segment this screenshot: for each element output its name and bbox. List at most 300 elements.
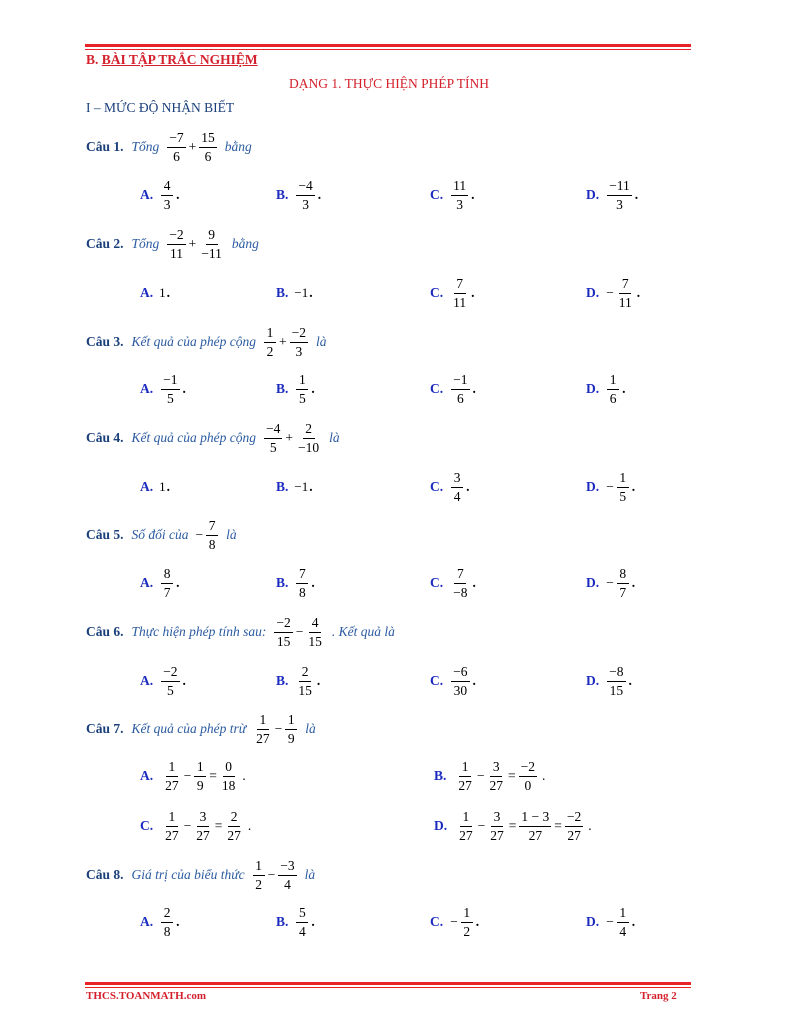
question-text: Giá trị của biểu thức xyxy=(131,867,245,882)
math-operator: − xyxy=(477,818,486,833)
fraction xyxy=(285,713,297,745)
fraction-numerator: −7 xyxy=(167,131,185,148)
fraction-denominator: 4 xyxy=(284,876,291,892)
option-value: −1 xyxy=(294,285,309,300)
fraction-denominator: 4 xyxy=(453,488,461,504)
answer-option-a[interactable] xyxy=(140,661,186,701)
question-label: Câu 5. xyxy=(86,527,124,542)
option-label: B. xyxy=(276,575,289,590)
answer-option-c[interactable] xyxy=(430,467,470,507)
answer-option-b[interactable] xyxy=(276,563,315,603)
option-period: . xyxy=(631,575,636,590)
question-expression xyxy=(195,519,221,551)
answer-option-c[interactable] xyxy=(430,273,475,313)
fraction xyxy=(220,760,238,792)
answer-option-b[interactable] xyxy=(434,756,545,796)
fraction-denominator: 11 xyxy=(169,245,183,261)
fraction-numerator: 8 xyxy=(617,567,629,584)
option-period: . xyxy=(471,285,475,300)
answer-option-c[interactable] xyxy=(430,902,479,942)
fraction-numerator: 1 xyxy=(459,760,471,777)
option-fraction xyxy=(607,179,632,211)
answer-option-d[interactable] xyxy=(586,902,635,942)
fraction-numerator: −6 xyxy=(451,665,469,682)
option-fraction xyxy=(296,373,308,405)
option-label: A. xyxy=(140,575,154,590)
option-label: D. xyxy=(586,575,600,590)
fraction-numerator: −2 xyxy=(519,760,537,777)
answer-option-c[interactable] xyxy=(430,563,476,603)
answer-option-c[interactable] xyxy=(430,661,476,701)
answer-option-d[interactable] xyxy=(586,175,638,215)
footer-rule-thick xyxy=(85,982,691,985)
fraction-denominator: 3 xyxy=(456,196,463,212)
option-value: −1 xyxy=(294,479,309,494)
option-fraction xyxy=(296,906,308,938)
fraction-denominator: 4 xyxy=(619,923,627,939)
header-rule-thin xyxy=(85,49,691,50)
option-fraction xyxy=(451,373,469,405)
fraction-numerator: −1 xyxy=(451,373,469,390)
question-text-end: . Kết quả là xyxy=(331,624,395,639)
fraction-denominator: 3 xyxy=(163,196,171,212)
answer-option-a[interactable] xyxy=(140,467,170,507)
option-label: D. xyxy=(434,818,448,833)
answer-option-c[interactable] xyxy=(140,806,251,846)
option-period: . xyxy=(466,479,470,494)
option-period: . xyxy=(311,381,315,396)
answer-option-b[interactable] xyxy=(276,369,315,409)
option-period: . xyxy=(176,914,180,929)
fraction-numerator: 2 xyxy=(161,906,173,923)
fraction-denominator: 6 xyxy=(609,390,617,406)
header-rule-thick xyxy=(85,44,691,47)
answer-option-a[interactable] xyxy=(140,273,170,313)
fraction-numerator: 1 xyxy=(194,760,206,777)
fraction-numerator: 15 xyxy=(199,131,217,148)
fraction xyxy=(199,228,224,260)
answer-option-d[interactable] xyxy=(586,661,632,701)
fraction-numerator: 1 xyxy=(253,859,265,876)
option-label: B. xyxy=(276,914,289,929)
question-4 xyxy=(86,418,340,458)
fraction-denominator: 3 xyxy=(302,196,309,212)
question-text: Kết quả của phép trừ xyxy=(131,721,247,736)
question-text-end: bằng xyxy=(231,236,259,251)
option-fraction xyxy=(451,665,469,697)
option-period: . xyxy=(247,818,252,833)
fraction-numerator: −2 xyxy=(565,810,583,827)
option-label: B. xyxy=(276,479,289,494)
fraction-denominator: 27 xyxy=(489,777,504,793)
option-period: . xyxy=(317,187,322,202)
fraction-denominator: 2 xyxy=(255,876,262,892)
fraction xyxy=(264,422,282,454)
math-operator: − xyxy=(183,768,192,783)
answer-option-b[interactable] xyxy=(276,661,320,701)
footer-page-number: Trang 2 xyxy=(640,990,677,1002)
fraction-numerator: 1 xyxy=(617,471,629,488)
answer-option-a[interactable] xyxy=(140,756,246,796)
math-operator: + xyxy=(188,139,197,154)
question-expression xyxy=(165,131,219,163)
fraction-denominator: 8 xyxy=(163,923,171,939)
question-label: Câu 6. xyxy=(86,624,124,639)
fraction-numerator: 1 xyxy=(166,810,178,827)
option-label: D. xyxy=(586,479,600,494)
fraction xyxy=(254,713,272,745)
fraction-numerator: 5 xyxy=(296,906,308,923)
question-3 xyxy=(86,322,327,362)
fraction xyxy=(519,760,537,792)
option-period: . xyxy=(316,673,321,688)
fraction-numerator: 1 xyxy=(617,906,629,923)
option-label: A. xyxy=(140,768,154,783)
question-6 xyxy=(86,612,395,652)
option-label: A. xyxy=(140,187,154,202)
math-operator: = xyxy=(508,768,516,783)
option-period: . xyxy=(311,575,315,590)
math-operator: − xyxy=(267,867,276,882)
question-text-end: là xyxy=(316,334,327,349)
question-text: Kết quả của phép cộng xyxy=(131,430,256,445)
option-fraction xyxy=(617,471,629,503)
fraction-denominator: 8 xyxy=(208,536,216,552)
fraction-denominator: 27 xyxy=(567,827,581,843)
fraction-numerator: 1 xyxy=(264,326,276,343)
question-expression xyxy=(262,422,323,454)
fraction-numerator: 0 xyxy=(223,760,235,777)
fraction xyxy=(565,810,583,842)
fraction-numerator: −8 xyxy=(607,665,625,682)
option-label: D. xyxy=(586,187,600,202)
option-expression xyxy=(161,760,239,792)
option-label: D. xyxy=(586,673,600,688)
fraction-denominator: 27 xyxy=(196,827,210,843)
question-label: Câu 2. xyxy=(86,236,124,251)
fraction xyxy=(167,228,185,260)
option-label: A. xyxy=(140,673,154,688)
answer-option-c[interactable] xyxy=(430,369,476,409)
option-fraction xyxy=(617,567,629,599)
question-text: Thực hiện phép tính sau: xyxy=(131,624,267,639)
option-label: C. xyxy=(430,285,444,300)
fraction-denominator: 15 xyxy=(609,682,624,698)
question-label: Câu 1. xyxy=(86,139,124,154)
answer-option-d[interactable] xyxy=(586,563,635,603)
fraction-numerator: 3 xyxy=(451,471,463,488)
question-label: Câu 3. xyxy=(86,334,124,349)
fraction-numerator: 2 xyxy=(228,810,240,827)
fraction xyxy=(488,810,506,842)
math-operator: = xyxy=(554,818,562,833)
fraction xyxy=(194,810,212,842)
level-title: I – MỨC ĐỘ NHẬN BIẾT xyxy=(86,100,235,115)
option-fraction xyxy=(607,373,619,405)
fraction-denominator: 27 xyxy=(227,827,241,843)
option-label: B. xyxy=(434,768,447,783)
option-value: 1 xyxy=(159,285,166,300)
option-label: B. xyxy=(276,381,289,396)
answer-option-b[interactable] xyxy=(276,467,313,507)
fraction xyxy=(225,810,243,842)
footer-rule-thin xyxy=(85,987,691,988)
fraction-denominator: 3 xyxy=(616,196,623,212)
fraction-denominator: 27 xyxy=(458,777,472,793)
fraction-numerator: −1 xyxy=(161,373,179,390)
option-fraction xyxy=(296,665,314,697)
option-period: . xyxy=(475,914,480,929)
option-fraction xyxy=(296,567,308,599)
option-label: C. xyxy=(430,187,444,202)
fraction-denominator: 8 xyxy=(299,584,306,600)
answer-option-d[interactable] xyxy=(586,467,635,507)
question-text: Tổng xyxy=(131,139,160,154)
option-period: . xyxy=(309,479,313,494)
dang-title: DẠNG 1. THỰC HIỆN PHÉP TÍNH xyxy=(289,76,489,91)
fraction-numerator: 3 xyxy=(490,760,502,777)
option-period: . xyxy=(622,381,626,396)
option-label: A. xyxy=(140,914,154,929)
option-fraction xyxy=(451,179,468,211)
option-period: . xyxy=(631,479,636,494)
fraction-numerator: 1 xyxy=(166,760,178,777)
option-fraction xyxy=(161,179,173,211)
math-operator: + xyxy=(279,334,287,349)
fraction xyxy=(163,760,181,792)
question-text-end: là xyxy=(329,430,340,445)
math-operator: = xyxy=(508,818,517,833)
fraction-numerator: 7 xyxy=(454,567,466,584)
fraction-denominator: 18 xyxy=(221,777,236,793)
question-expression xyxy=(251,859,299,891)
fraction-denominator: 6 xyxy=(204,148,212,164)
option-label: A. xyxy=(140,479,154,494)
option-sign: − xyxy=(606,285,614,300)
option-fraction xyxy=(451,277,468,309)
fraction xyxy=(199,131,217,163)
option-fraction xyxy=(461,906,473,938)
fraction-numerator: 1 − 3 xyxy=(519,810,551,827)
option-period: . xyxy=(166,479,170,494)
fraction xyxy=(296,422,321,454)
question-2 xyxy=(86,224,259,264)
question-8 xyxy=(86,855,315,895)
answer-option-a[interactable] xyxy=(140,563,180,603)
option-period: . xyxy=(309,285,313,300)
option-period: . xyxy=(471,187,475,202)
section-heading xyxy=(86,52,258,68)
question-expression xyxy=(252,713,299,745)
fraction-denominator: 5 xyxy=(166,390,174,406)
answer-option-b[interactable] xyxy=(276,902,315,942)
answer-option-b[interactable] xyxy=(276,273,313,313)
option-period: . xyxy=(166,285,170,300)
fraction-denominator: 27 xyxy=(459,827,473,843)
answer-option-c[interactable] xyxy=(430,175,475,215)
fraction-denominator: 27 xyxy=(256,730,270,746)
option-expression xyxy=(455,810,585,842)
fraction-numerator: −2 xyxy=(290,326,308,343)
fraction xyxy=(488,760,506,792)
question-1 xyxy=(86,127,252,167)
fraction-numerator: 4 xyxy=(161,179,173,196)
fraction-numerator: 11 xyxy=(451,179,468,196)
fraction-denominator: 9 xyxy=(196,777,204,793)
fraction-denominator: 3 xyxy=(295,343,303,359)
option-period: . xyxy=(472,673,476,688)
fraction xyxy=(290,326,308,358)
fraction-numerator: −4 xyxy=(264,422,282,439)
fraction-denominator: 15 xyxy=(276,633,291,649)
math-operator: − xyxy=(274,721,283,736)
fraction-numerator: −2 xyxy=(161,665,179,682)
fraction-denominator: 15 xyxy=(308,633,322,649)
fraction-denominator: 27 xyxy=(490,827,504,843)
option-label: C. xyxy=(430,673,444,688)
answer-option-a[interactable] xyxy=(140,175,180,215)
option-label: A. xyxy=(140,285,154,300)
option-sign: − xyxy=(606,479,614,494)
question-expression xyxy=(262,326,310,358)
question-label: Câu 8. xyxy=(86,867,124,882)
option-period: . xyxy=(542,768,546,783)
question-text-end: là xyxy=(305,721,316,736)
fraction-denominator: 27 xyxy=(165,827,179,843)
question-text-end: bằng xyxy=(224,139,252,154)
option-label: B. xyxy=(276,285,289,300)
fraction xyxy=(253,859,265,891)
fraction-denominator: 4 xyxy=(299,923,306,939)
section-prefix: B. xyxy=(86,52,102,67)
fraction-denominator: 11 xyxy=(453,294,467,310)
fraction-denominator: 30 xyxy=(453,682,468,698)
fraction-denominator: 9 xyxy=(287,730,295,746)
fraction-numerator: 8 xyxy=(161,567,173,584)
fraction xyxy=(456,760,474,792)
fraction-denominator: 6 xyxy=(456,390,464,406)
option-fraction xyxy=(451,471,463,503)
fraction-denominator: 7 xyxy=(163,584,171,600)
fraction-denominator: 5 xyxy=(166,682,174,698)
question-text: Số đối của xyxy=(131,527,189,542)
answer-option-d[interactable] xyxy=(586,369,626,409)
fraction-numerator: −11 xyxy=(607,179,632,196)
fraction-denominator: 5 xyxy=(269,439,277,455)
answer-option-d[interactable] xyxy=(586,273,640,313)
fraction-numerator: 7 xyxy=(296,567,308,584)
option-sign: − xyxy=(606,914,614,929)
option-label: C. xyxy=(430,575,444,590)
fraction-numerator: 3 xyxy=(491,810,503,827)
question-expression xyxy=(165,228,226,260)
fraction-denominator: 7 xyxy=(619,584,627,600)
fraction-numerator: 1 xyxy=(285,713,297,730)
option-label: B. xyxy=(276,187,289,202)
fraction xyxy=(167,131,185,163)
answer-option-b[interactable] xyxy=(276,175,321,215)
fraction-numerator: 1 xyxy=(607,373,619,390)
math-operator: = xyxy=(214,818,223,833)
fraction-denominator: −11 xyxy=(201,245,222,261)
option-fraction xyxy=(161,906,173,938)
fraction-numerator: 7 xyxy=(454,277,466,294)
math-operator: − xyxy=(295,624,304,639)
question-text: Tổng xyxy=(131,236,160,251)
option-period: . xyxy=(636,285,641,300)
option-period: . xyxy=(176,575,180,590)
fraction-denominator: 6 xyxy=(173,148,180,164)
fraction-numerator: −3 xyxy=(278,859,296,876)
option-fraction xyxy=(161,567,173,599)
option-fraction xyxy=(617,277,634,309)
option-period: . xyxy=(634,187,639,202)
fraction-denominator: 11 xyxy=(618,294,632,310)
option-period: . xyxy=(628,673,632,688)
fraction-numerator: 7 xyxy=(619,277,631,294)
fraction-denominator: −10 xyxy=(298,439,320,455)
option-period: . xyxy=(472,575,476,590)
fraction-numerator: 2 xyxy=(303,422,315,439)
question-label: Câu 4. xyxy=(86,430,124,445)
fraction-numerator: 1 xyxy=(296,373,308,390)
option-period: . xyxy=(631,914,636,929)
math-operator: − xyxy=(183,818,192,833)
answer-option-a[interactable] xyxy=(140,902,180,942)
fraction-denominator: −8 xyxy=(453,584,468,600)
math-operator: − xyxy=(476,768,485,783)
fraction xyxy=(194,760,206,792)
fraction xyxy=(274,616,292,648)
fraction-numerator: 2 xyxy=(299,665,311,682)
math-operator: + xyxy=(285,430,293,445)
option-period: . xyxy=(176,187,180,202)
section-title: BÀI TẬP TRẮC NGHIỆM xyxy=(101,52,258,67)
option-fraction xyxy=(296,179,314,211)
math-operator: = xyxy=(209,768,217,783)
fraction-denominator: 2 xyxy=(463,923,471,939)
option-label: A. xyxy=(140,381,154,396)
option-period: . xyxy=(242,768,246,783)
question-text-end: là xyxy=(304,867,316,882)
option-label: B. xyxy=(276,673,289,688)
fraction xyxy=(519,810,551,842)
fraction-denominator: 5 xyxy=(619,488,627,504)
fraction xyxy=(264,326,276,358)
question-text-end: là xyxy=(226,527,237,542)
fraction-denominator: 0 xyxy=(524,777,532,793)
fraction-numerator: 1 xyxy=(461,906,473,923)
fraction-numerator: 3 xyxy=(197,810,209,827)
question-text: Kết quả của phép cộng xyxy=(131,334,256,349)
option-period: . xyxy=(182,381,186,396)
fraction-numerator: −2 xyxy=(274,616,292,633)
fraction-denominator: 2 xyxy=(266,343,274,359)
option-period: . xyxy=(311,914,315,929)
question-label: Câu 7. xyxy=(86,721,124,736)
option-fraction xyxy=(617,906,629,938)
fraction-numerator: 1 xyxy=(257,713,269,730)
answer-option-a[interactable] xyxy=(140,369,186,409)
fraction xyxy=(163,810,181,842)
option-expression xyxy=(454,760,539,792)
footer-site: THCS.TOANMATH.com xyxy=(86,990,206,1002)
answer-option-d[interactable] xyxy=(434,806,592,846)
fraction xyxy=(206,519,218,551)
fraction-numerator: 9 xyxy=(206,228,218,245)
option-sign: − xyxy=(450,914,458,929)
question-expression xyxy=(272,616,326,648)
